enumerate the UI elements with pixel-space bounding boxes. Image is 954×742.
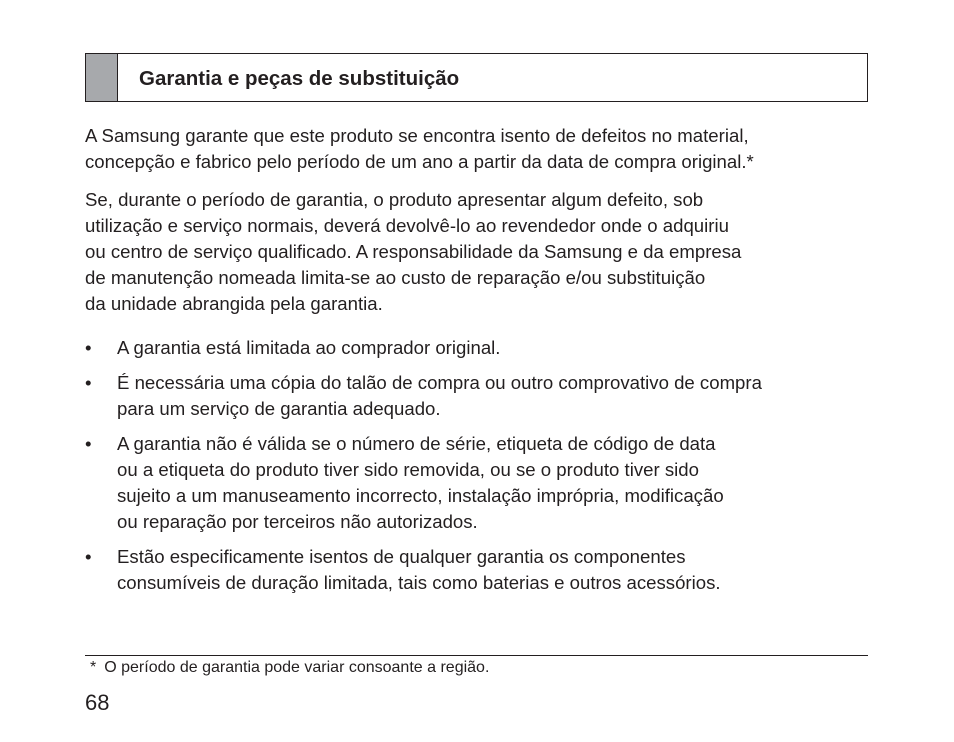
list-item-line: ou a etiqueta do produto tiver sido removida, ou se o produto tiver sido (117, 459, 699, 480)
list-item-line: sujeito a um manuseamento incorrecto, instalação imprópria, modificação (117, 485, 724, 506)
paragraph-warranty-intro (85, 123, 875, 175)
section-title: Garantia e peças de substituição (139, 67, 460, 90)
page-number: 68 (85, 690, 110, 715)
footnote-text: O período de garantia pode variar consoante a região. (104, 659, 490, 676)
footnote-divider (85, 655, 868, 656)
list-item-line: ou reparação por terceiros não autorizados. (117, 511, 478, 532)
bullet-marker: • (85, 433, 92, 454)
paragraph-line: Se, durante o período de garantia, o produto apresentar algum defeito, sob (85, 189, 704, 210)
footnote-marker: * (90, 659, 97, 676)
header-tab-marker (86, 54, 118, 101)
paragraph-warranty-defects (85, 187, 875, 317)
bullet-marker: • (85, 337, 92, 358)
list-item-line: A garantia está limitada ao comprador original. (117, 337, 501, 358)
list-item-line: consumíveis de duração limitada, tais como baterias e outros acessórios. (117, 572, 721, 593)
list-item-line: É necessária uma cópia do talão de compra ou outro comprovativo de compra (117, 372, 762, 393)
paragraph-line: utilização e serviço normais, deverá devolvê-lo ao revendedor onde o adquiriu (85, 215, 729, 236)
paragraph-line: da unidade abrangida pela garantia. (85, 293, 383, 314)
footnote (90, 658, 489, 678)
list-item-line: A garantia não é válida se o número de série, etiqueta de código de data (117, 433, 716, 454)
list-item-line: para um serviço de garantia adequado. (117, 398, 441, 419)
bullet-marker: • (85, 546, 92, 567)
paragraph-line: de manutenção nomeada limita-se ao custo de reparação e/ou substituição (85, 267, 706, 288)
paragraph-line: A Samsung garante que este produto se encontra isento de defeitos no material, (85, 125, 749, 146)
paragraph-line: concepção e fabrico pelo período de um ano a partir da data de compra original.* (85, 151, 754, 172)
section-header (85, 53, 868, 102)
bullet-marker: • (85, 372, 92, 393)
list-item-line: Estão especificamente isentos de qualquer garantia os componentes (117, 546, 686, 567)
paragraph-line: ou centro de serviço qualificado. A responsabilidade da Samsung e da empresa (85, 241, 742, 262)
